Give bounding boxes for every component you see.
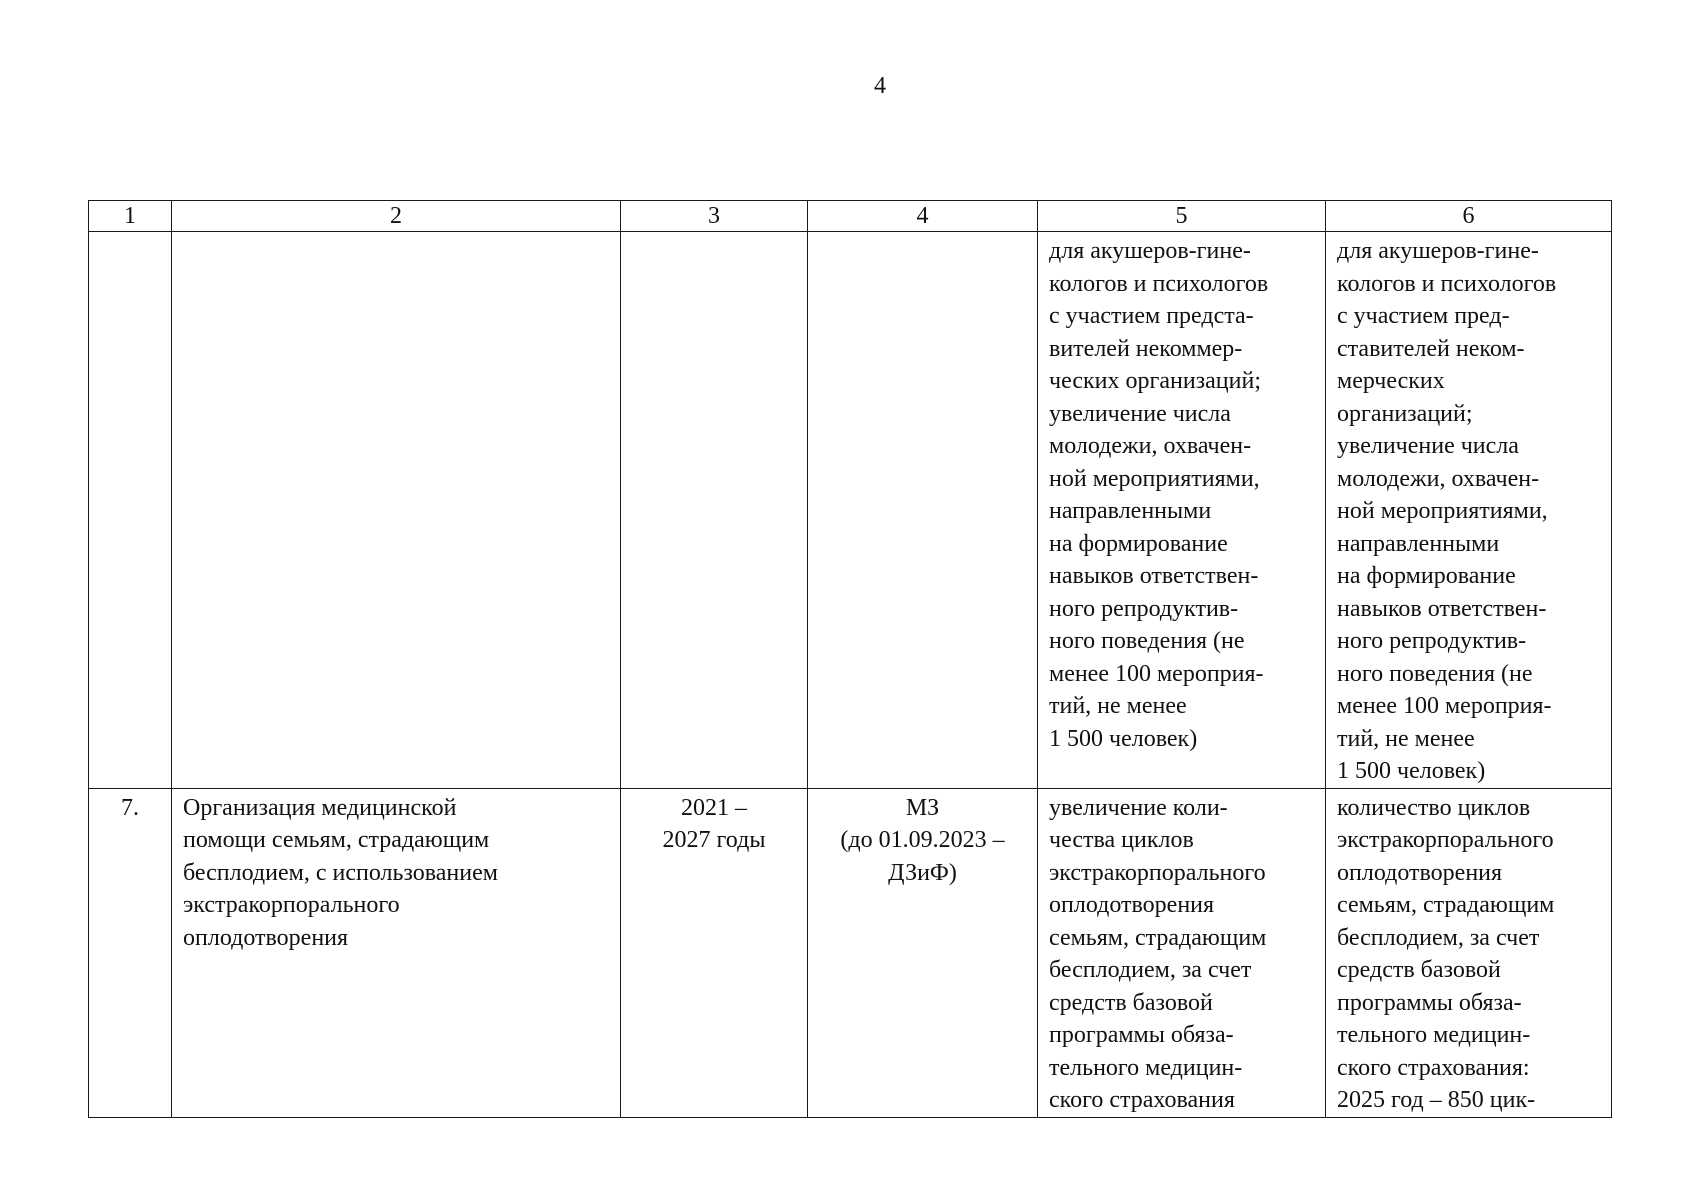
- column-header: 3: [621, 201, 808, 232]
- cell-number: 7.: [121, 794, 139, 821]
- cell-result: увеличение коли- чества циклов экстракорпорального оплодотворения семьям, страдающим бесплодием, за счет средств базовой программы обяза- тельного медицин- ского страхования: [1049, 794, 1267, 1113]
- cell-period: [621, 232, 807, 235]
- cell-indicator: количество циклов экстракорпорального оплодотворения семьям, страдающим бесплодием, за счет средств базовой программы обяза- тельного медицин- ского страхования: 2025 год – 850 цик-: [1337, 794, 1555, 1113]
- column-header: 1: [89, 201, 172, 232]
- table-row-7: [89, 788, 1612, 1117]
- cell-executor: [808, 232, 1037, 235]
- cell-result: для акушеров-гине- кологов и психологов с участием предста- вителей некоммер- ческих организаций; увеличение числа молодежи, охвачен- ной мероприятиями, направленными на формирование навыков ответствен- ного репродуктив- ного поведения (не менее 100 мероприя- тий, не менее 1 500 человек): [1049, 238, 1269, 752]
- table-cell: [621, 232, 808, 789]
- cell-activity: [172, 232, 620, 235]
- table-cell: [808, 788, 1038, 1117]
- table-header-row: [89, 201, 1612, 232]
- table-cell: [1038, 232, 1326, 789]
- table-cell: [1326, 788, 1612, 1117]
- measures-table: [88, 200, 1612, 1118]
- cell-indicator: для акушеров-гине- кологов и психологов с участием пред- ставителей неком- мерческих организаций; увеличение числа молодежи, охвачен- ной мероприятиями, направленными на формирование навыков ответствен- ного репродуктив- ного поведения (не менее 100 мероприя- тий, не менее 1 500 человек): [1337, 238, 1557, 784]
- table-cell: [89, 232, 172, 789]
- cell-activity: Организация медицинской помощи семьям, страдающим бесплодием, с использованием экстракорпорального оплодотворения: [183, 794, 498, 951]
- column-header: 6: [1326, 201, 1612, 232]
- table-cell: [172, 788, 621, 1117]
- cell-number: [89, 232, 171, 235]
- column-header: 5: [1038, 201, 1326, 232]
- table-cell: [621, 788, 808, 1117]
- column-header: 4: [808, 201, 1038, 232]
- table-cell: [1038, 788, 1326, 1117]
- page-number: 4: [874, 73, 886, 99]
- cell-executor: МЗ (до 01.09.2023 – ДЗиФ): [840, 794, 1005, 886]
- table-row-continuation: [89, 232, 1612, 789]
- column-header: 2: [172, 201, 621, 232]
- cell-period: 2021 – 2027 годы: [662, 794, 766, 853]
- table-cell: [808, 232, 1038, 789]
- table-cell: [172, 232, 621, 789]
- table-cell: [89, 788, 172, 1117]
- table-cell: [1326, 232, 1612, 789]
